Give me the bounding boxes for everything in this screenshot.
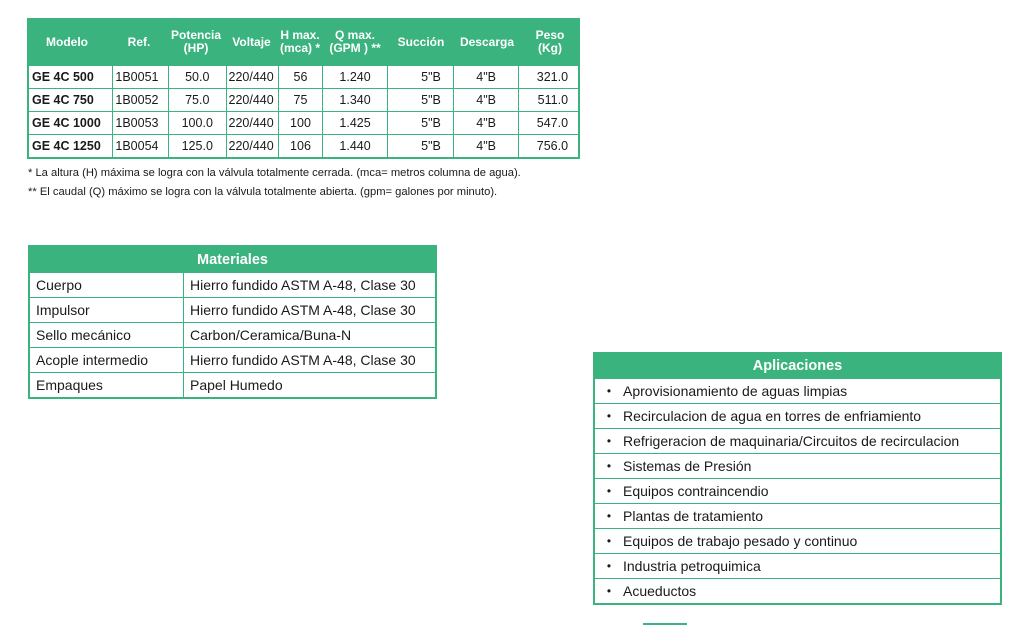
header-modelo: Modelo: [46, 34, 88, 49]
cell-h-max: 56: [278, 66, 322, 88]
cell-peso: 756.0: [518, 135, 578, 157]
cell-h-max: 100: [278, 112, 322, 134]
bullet-icon: •: [606, 534, 612, 548]
header-descarga: Descarga: [459, 34, 515, 49]
cell-ref: 1B0053: [112, 112, 168, 134]
cell-descarga: 4"B: [453, 135, 519, 157]
footnote-h-max: * La altura (H) máxima se logra con la válvula totalmente cerrada. (mca= metros columna de agua).: [28, 167, 521, 179]
table-row: [30, 322, 435, 347]
cell-potencia: 100.0: [168, 112, 226, 134]
bullet-icon: •: [606, 559, 612, 573]
material-part: Cuerpo: [30, 273, 184, 297]
header-h-max: H max. (mca) *: [279, 28, 320, 55]
table-row: [30, 347, 435, 372]
footnote-q-max: ** El caudal (Q) máximo se logra con la válvula totalmente abierta. (gpm= galones por minuto).: [28, 186, 498, 198]
header-voltaje: Voltaje: [232, 34, 271, 49]
table-row: [30, 272, 435, 297]
material-value: Carbon/Ceramica/Buna-N: [190, 327, 352, 343]
table-row: [30, 372, 435, 397]
cell-descarga: 4"B: [453, 66, 519, 88]
table-row: [29, 88, 578, 111]
cell-succion: 5"B: [387, 112, 453, 134]
cell-h-max: 106: [278, 135, 322, 157]
cell-peso: 321.0: [518, 66, 578, 88]
header-peso: Peso (Kg): [535, 28, 565, 55]
list-item: [595, 553, 1000, 578]
cell-modelo: GE 4C 750: [32, 93, 94, 107]
applications-table: [593, 352, 1002, 605]
cell-ref: 1B0051: [112, 66, 168, 88]
material-part: Impulsor: [30, 298, 184, 322]
application-text: Aprovisionamiento de aguas limpias: [623, 383, 848, 399]
cell-modelo: GE 4C 500: [32, 70, 94, 84]
bullet-icon: •: [606, 584, 612, 598]
materials-title: Materiales: [30, 247, 435, 272]
bullet-icon: •: [606, 484, 612, 498]
application-text: Industria petroquimica: [623, 558, 761, 574]
material-value: Hierro fundido ASTM A-48, Clase 30: [190, 302, 416, 318]
cell-voltaje: 220/440: [226, 135, 279, 157]
cell-voltaje: 220/440: [226, 66, 279, 88]
footer-divider: [643, 623, 687, 625]
cell-ref: 1B0052: [112, 89, 168, 111]
cell-voltaje: 220/440: [226, 89, 279, 111]
cell-voltaje: 220/440: [226, 112, 279, 134]
bullet-icon: •: [606, 509, 612, 523]
table-row: [29, 66, 578, 88]
application-text: Plantas de tratamiento: [623, 508, 764, 524]
table-row: [30, 297, 435, 322]
bullet-icon: •: [606, 459, 612, 473]
cell-potencia: 125.0: [168, 135, 226, 157]
list-item: [595, 403, 1000, 428]
cell-potencia: 50.0: [168, 66, 226, 88]
application-text: Acueductos: [623, 583, 697, 599]
material-part: Acople intermedio: [30, 348, 184, 372]
cell-peso: 511.0: [518, 89, 578, 111]
cell-q-max: 1.340: [322, 89, 388, 111]
material-value: Hierro fundido ASTM A-48, Clase 30: [190, 277, 416, 293]
table-row: [29, 134, 578, 157]
material-value: Papel Humedo: [190, 377, 283, 393]
cell-descarga: 4"B: [453, 89, 519, 111]
specs-body: [27, 66, 580, 159]
application-text: Refrigeracion de maquinaria/Circuitos de recirculacion: [623, 433, 960, 449]
material-part: Empaques: [30, 373, 184, 397]
cell-succion: 5"B: [387, 135, 453, 157]
cell-h-max: 75: [278, 89, 322, 111]
cell-succion: 5"B: [387, 66, 453, 88]
cell-peso: 547.0: [518, 112, 578, 134]
applications-title: Aplicaciones: [595, 354, 1000, 378]
specs-header-row: [27, 18, 580, 66]
list-item: [595, 503, 1000, 528]
application-text: Recirculacion de agua en torres de enfriamiento: [623, 408, 922, 424]
list-item: [595, 478, 1000, 503]
list-item: [595, 453, 1000, 478]
cell-potencia: 75.0: [168, 89, 226, 111]
header-succion: Succión: [397, 34, 445, 49]
cell-ref: 1B0054: [112, 135, 168, 157]
header-potencia: Potencia (HP): [170, 28, 221, 55]
bullet-icon: •: [606, 384, 612, 398]
list-item: [595, 528, 1000, 553]
table-row: [29, 111, 578, 134]
cell-succion: 5"B: [387, 89, 453, 111]
application-text: Equipos contraincendio: [623, 483, 769, 499]
cell-descarga: 4"B: [453, 112, 519, 134]
cell-q-max: 1.440: [322, 135, 388, 157]
cell-modelo: GE 4C 1250: [32, 139, 101, 153]
application-text: Equipos de trabajo pesado y continuo: [623, 533, 858, 549]
header-q-max: Q max. (GPM ) **: [329, 28, 381, 55]
cell-q-max: 1.425: [322, 112, 388, 134]
bullet-icon: •: [606, 409, 612, 423]
materials-table: [28, 245, 437, 399]
cell-q-max: 1.240: [322, 66, 388, 88]
application-text: Sistemas de Presión: [623, 458, 752, 474]
list-item: [595, 578, 1000, 603]
bullet-icon: •: [606, 434, 612, 448]
list-item: [595, 428, 1000, 453]
specs-table: [27, 18, 580, 159]
list-item: [595, 378, 1000, 403]
header-ref: Ref.: [127, 34, 151, 49]
cell-modelo: GE 4C 1000: [32, 116, 101, 130]
material-value: Hierro fundido ASTM A-48, Clase 30: [190, 352, 416, 368]
material-part: Sello mecánico: [30, 323, 184, 347]
